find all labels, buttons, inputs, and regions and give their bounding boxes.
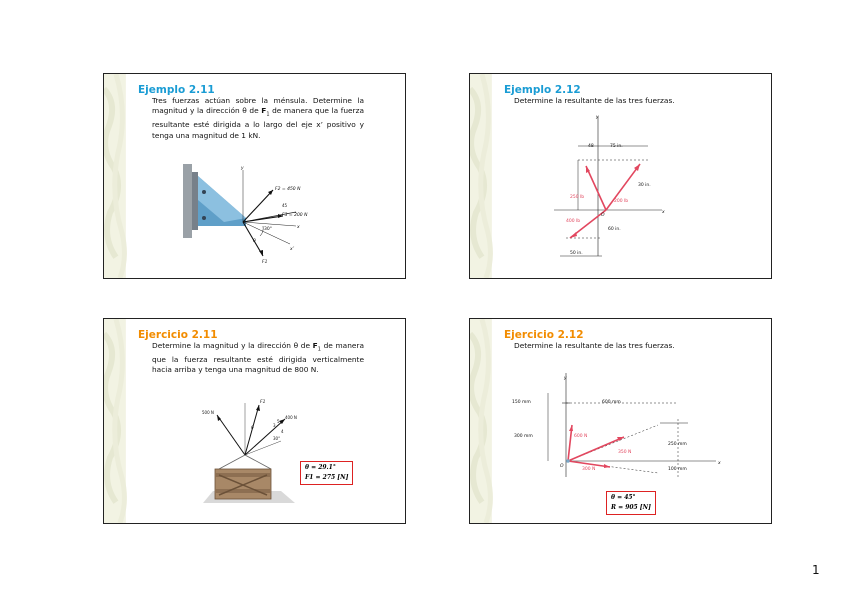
slide-body: Determine la resultante de las tres fuerzas. bbox=[514, 341, 675, 350]
label-x: x bbox=[297, 225, 300, 230]
label-d48: 48 bbox=[588, 144, 594, 149]
slide-body: Determine la resultante de las tres fuerzas. bbox=[514, 96, 675, 105]
label-f1: F1 bbox=[260, 400, 266, 405]
label-x: x bbox=[718, 461, 721, 466]
label-d600: 600 mm bbox=[602, 400, 621, 405]
slide-ejemplo-2-11[interactable] bbox=[103, 73, 406, 279]
label-f2: F2 = 450 N bbox=[275, 187, 301, 192]
answer-box bbox=[606, 491, 656, 515]
slide-ejemplo-2-12[interactable] bbox=[469, 73, 772, 279]
answer-line-2: F1 = 275 [N] bbox=[305, 474, 349, 481]
label-theta: θ bbox=[253, 239, 256, 244]
label-d100: 100 mm bbox=[668, 467, 687, 472]
label-n3: 3 bbox=[273, 423, 276, 428]
page-number: 1 bbox=[812, 563, 820, 577]
label-y: y bbox=[564, 376, 567, 381]
label-xprime: x’ bbox=[290, 247, 295, 252]
label-deg30: 30° bbox=[273, 436, 281, 441]
slide-title: Ejercicio 2.11 bbox=[138, 329, 218, 341]
slide-ejercicio-2-11[interactable] bbox=[103, 318, 406, 524]
label-n4: 4 bbox=[281, 429, 284, 434]
label-f200: 200 lb bbox=[614, 199, 629, 204]
label-d60: 60 in. bbox=[608, 227, 621, 232]
answer-line-1: θ = 29.1° bbox=[305, 464, 336, 471]
slide-body: Tres fuerzas actúan sobre la ménsula. Determine la magnitud y la dirección θ de $F_1$ de manera que la fuerza resultante esté dirigida a lo largo del eje x’ positivo y tenga una magnitud de 1 kN. bbox=[152, 96, 365, 140]
label-angle: 30° bbox=[264, 227, 272, 232]
crate-figure bbox=[199, 395, 303, 509]
label-f600: 600 N bbox=[574, 434, 588, 439]
label-x: x bbox=[662, 210, 665, 215]
label-d250: 250 mm bbox=[668, 442, 687, 447]
label-theta: θ bbox=[251, 426, 254, 431]
label-f500: 500 N bbox=[202, 410, 214, 415]
label-f400: 400 lb bbox=[566, 219, 581, 224]
slide-ejercicio-2-12[interactable] bbox=[469, 318, 772, 524]
slide-title: Ejemplo 2.11 bbox=[138, 84, 215, 96]
slide-body: Determine la magnitud y la dirección θ de $F_1$ de manera que la fuerza resultante esté dirigida verticalmente hacia arriba y tenga una magnitud de 800 N. bbox=[152, 341, 364, 375]
label-f250: 250 lb bbox=[570, 195, 585, 200]
slide-title: Ejercicio 2.12 bbox=[504, 329, 584, 341]
label-f400: 400 N bbox=[285, 415, 297, 420]
label-f300: 300 N bbox=[582, 467, 596, 472]
three-forces-mm-figure bbox=[506, 369, 728, 481]
label-y: y bbox=[596, 115, 599, 120]
label-d75: 75 in. bbox=[610, 144, 623, 149]
label-d150: 150 mm bbox=[512, 400, 531, 405]
label-y: y bbox=[241, 166, 244, 171]
label-small: 45 bbox=[282, 203, 288, 208]
answer-line-1: θ = 45° bbox=[611, 494, 636, 501]
label-d30: 30 in. bbox=[638, 183, 651, 188]
label-o: O bbox=[601, 213, 605, 218]
label-f3: F3 = 200 N bbox=[282, 213, 308, 218]
answer-box bbox=[300, 461, 353, 485]
label-d300: 300 mm bbox=[514, 434, 533, 439]
answer-line-2: R = 905 [N] bbox=[611, 504, 651, 511]
label-o: O bbox=[560, 464, 564, 469]
bracket-figure bbox=[178, 160, 318, 268]
label-d50: 50 in. bbox=[570, 251, 583, 256]
three-forces-figure bbox=[550, 114, 670, 260]
label-f350: 350 N bbox=[618, 450, 632, 455]
label-f1: F1 bbox=[262, 260, 268, 265]
slide-title: Ejemplo 2.12 bbox=[504, 84, 581, 96]
label-n5: 5 bbox=[277, 419, 280, 424]
